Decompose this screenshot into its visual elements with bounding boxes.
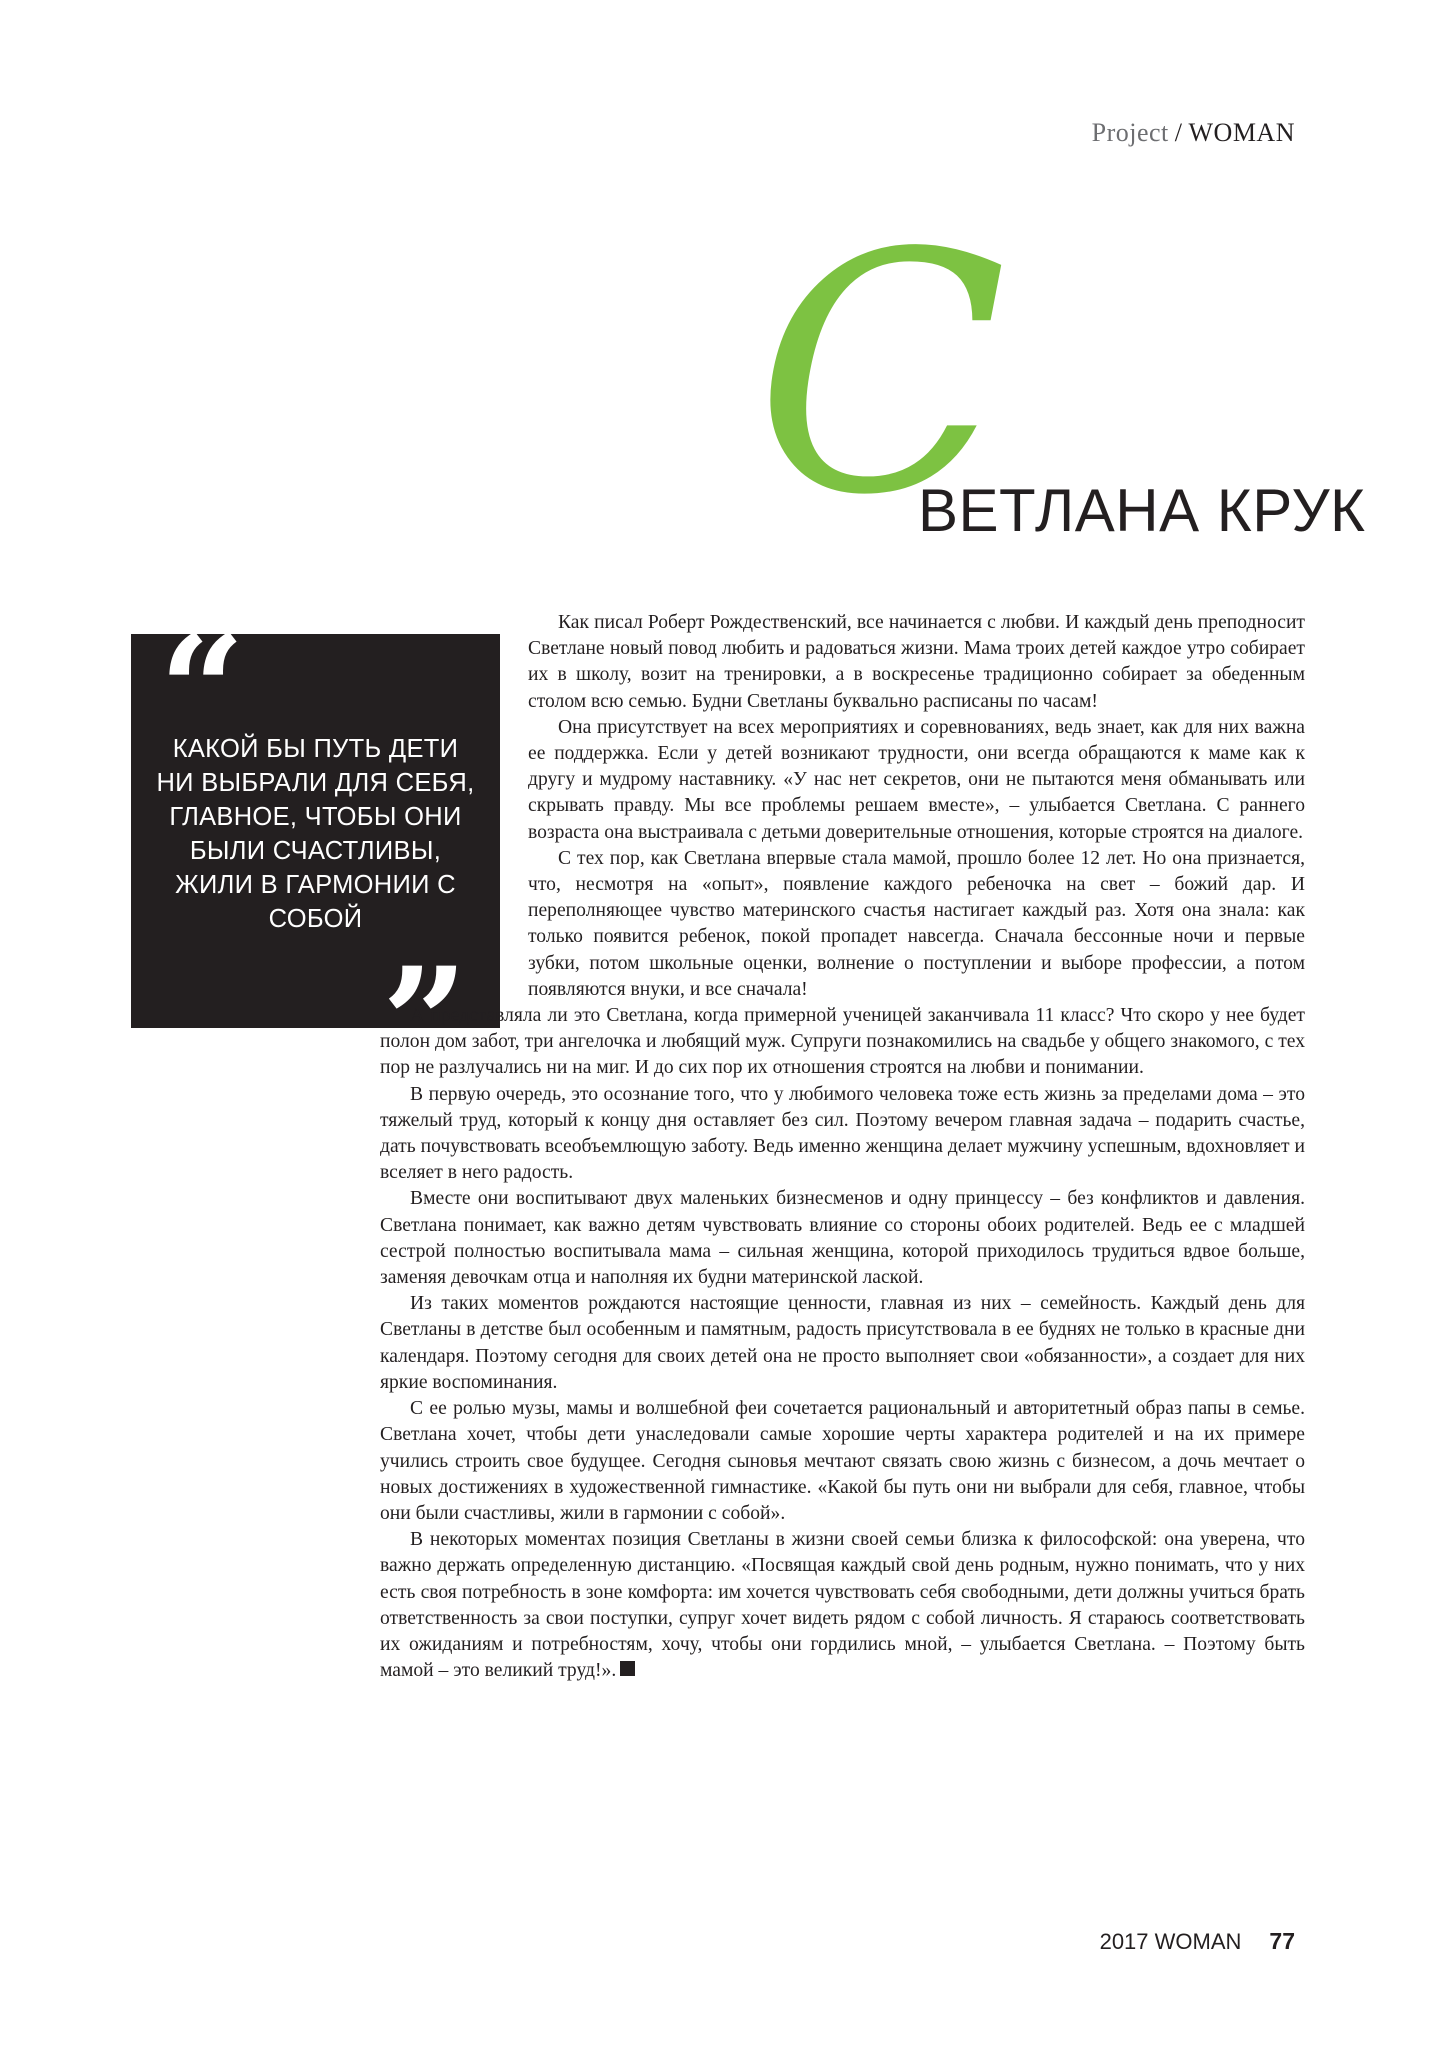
article-paragraph-text: В некоторых моментах позиция Светланы в жизни своей семьи близка к философской: она уверена, что важно держать определенную дистанцию. «Посвящая каждый свой день родным, нужно понимать, что у них есть своя потребность в зоне комфорта: им хочется чувствовать себя свободными, дети должны учиться брать ответственность за свои поступки, супруг хочет видеть рядом с собой личность. Я стараюсь соответствовать их ожиданиям и потребностям, хочу, чтобы они гордились мной, – улыбается Светлана. – Поэтому быть мамой – это великий труд!». — [380, 1529, 1305, 1682]
close-quote-icon: ” — [381, 935, 468, 1111]
section-separator: / — [1174, 118, 1183, 147]
article-paragraph: С ее ролью музы, мамы и волшебной феи сочетается рациональный и авторитетный образ папы в семье. Светлана хочет, чтобы дети унаследовали самые хорошие черты характера родителей и на их примере учились строить свое будущее. Сегодня сыновья мечтают связать свою жизнь с бизнесом, а дочь мечтает о новых достижениях в художественной гимнастике. «Какой бы путь они ни выбрали для себя, главное, чтобы они были счастливы, жили в гармонии с собой». — [380, 1398, 1305, 1524]
article-paragraph: Из таких моментов рождаются настоящие ценности, главная из них – семейность. Каждый день для Светланы в детстве был особенным и памятным, радость присутствовала в ее буднях не только в красные дни календаря. Поэтому сегодня для своих детей она не просто выполняет свои «обязанности», а создает для них яркие воспоминания. — [380, 1293, 1305, 1393]
article-paragraph: В первую очередь, это осознание того, что у любимого человека тоже есть жизнь за пределами дома – это тяжелый труд, который к концу дня оставляет без сил. Поэтому вечером главная задача – подарить счастье, дать почувствовать всеобъемлющую заботу. Ведь именно женщина делает мужчину успешным, вдохновляет и вселяет в него радость. — [380, 1083, 1305, 1184]
article-paragraph: Она присутствует на всех мероприятиях и соревнованиях, ведь знает, как для них важна ее поддержка. Если у детей возникают трудности, они всегда обращаются к маме как к другу и мудрому наставнику. «У нас нет секретов, они не пытаются меня обманывать или скрывать правду. Мы все проблемы решаем вместе», – улыбается Светлана. С раннего возраста она выстраивала с детьми доверительные отношения, которые строятся на диалоге. — [528, 716, 1305, 843]
article-paragraph: А представляла ли это Светлана, когда примерной ученицей заканчивала 11 класс? Что скоро у нее будет полон дом забот, три ангелочка и любящий муж. Супруги познакомились на свадьбе у общего знакомого, с тех пор не разлучались ни на миг. И до сих пор их отношения строятся на любви и понимании. — [380, 1005, 1305, 1079]
pull-quote-text: КАКОЙ БЫ ПУТЬ ДЕТИ НИ ВЫБРАЛИ ДЛЯ СЕБЯ, ГЛАВНОЕ, ЧТОБЫ ОНИ БЫЛИ СЧАСТЛИВЫ, ЖИЛИ В ГАРМОНИИ С СОБОЙ — [156, 735, 475, 933]
section-label: Project — [1091, 118, 1169, 147]
section-header — [1092, 118, 1295, 148]
page-number: 77 — [1269, 1928, 1295, 1954]
article-paragraph: С тех пор, как Светлана впервые стала мамой, прошло более 12 лет. Но она признается, что, несмотря на «опыт», появление каждого ребеночка на свет – божий дар. И переполняющее чувство материнского счастья настигает каждый раз. Хотя она знала: как только появится ребенок, покой пропадет навсегда. Сначала бессонные ночи и первые зубки, потом школьные оценки, волнение о поступлении и выборе профессии, а потом появляются внуки, и все сначала! — [528, 847, 1305, 1000]
issue-label: 2017 WOMAN — [1099, 1929, 1242, 1954]
article-paragraph: Вместе они воспитывают двух маленьких бизнесменов и одну принцессу – без конфликтов и давления. Светлана понимает, как важно детям чувствовать влияние со стороны обоих родителей. Ведь ее с младшей сестрой полностью воспитывала мама – сильная женщина, которой приходилось трудиться вдвое больше, заменяя девочкам отца и наполняя их будни материнской лаской. — [380, 1188, 1305, 1289]
article-paragraph: Как писал Роберт Рождественский, все начинается с любви. И каждый день преподносит Светлане новый повод любить и радоваться жизни. Мама троих детей каждое утро собирает их в школу, возит на тренировки, а в воскресенье традиционно собирает за обеденным столом всю семью. Будни Светланы буквально расписаны по часам! — [528, 612, 1305, 712]
drop-cap-initial: С — [755, 183, 1008, 567]
end-of-article-icon — [620, 1661, 635, 1676]
open-quote-icon: “ — [159, 603, 246, 779]
page-footer — [1100, 1928, 1295, 1955]
article-body — [380, 610, 1305, 1684]
magazine-name: WOMAN — [1188, 118, 1295, 147]
article-title: ВЕТЛАНА КРУК — [918, 477, 1366, 545]
article-paragraph-last — [380, 1527, 1305, 1684]
